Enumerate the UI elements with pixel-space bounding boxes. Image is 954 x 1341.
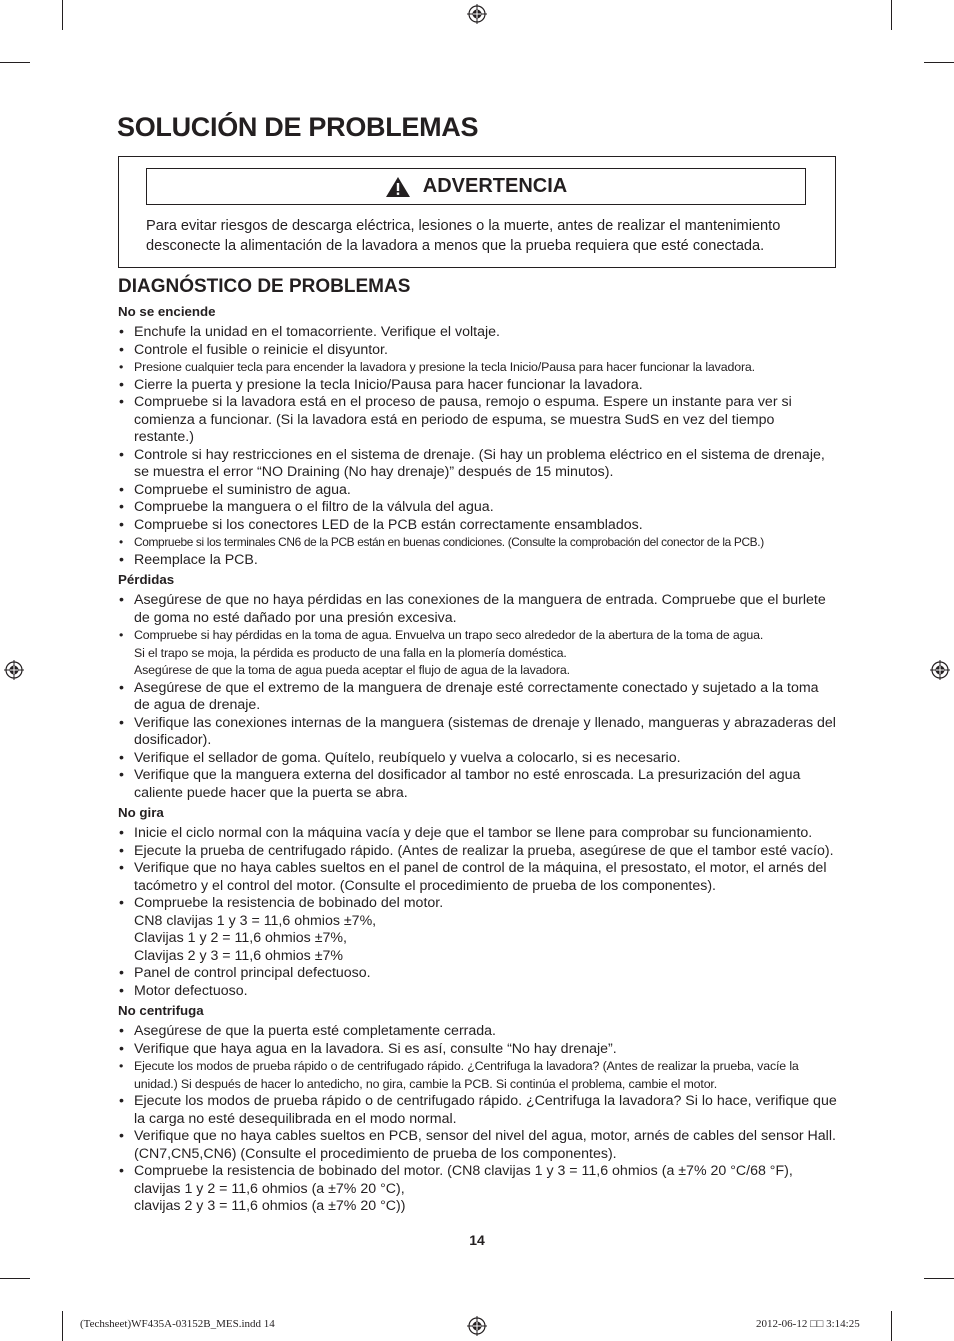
list-item: • Compruebe el suministro de agua. [118,482,838,500]
list-item: • Asegúrese de que no haya pérdidas en las conexiones de la manguera de entrada. Compruebe que el burlete de goma no esté dañado por una presión excesiva. [118,592,838,627]
list-item: • Enchufe la unidad en el tomacorriente. Verifique el voltaje. [118,324,838,342]
bullet-list [118,825,838,1000]
list-item: • Inicie el ciclo normal con la máquina vacía y deje que el tambor se llene para comprobar su funcionamiento. [118,825,838,843]
crop-mark [0,1278,30,1279]
list-item: • Compruebe la resistencia de bobinado del motor. CN8 clavijas 1 y 3 = 11,6 ohmios ±7%, Clavijas 1 y 2 = 11,6 ohmios ±7%, Clavijas 2 y 3 = 11,6 ohmios ±7% [118,895,838,965]
list-item: • Compruebe si los terminales CN6 de la PCB están en buenas condiciones. (Consulte la comprobación del conector de la PCB.) [118,534,838,552]
footer-file-name: (Techsheet)WF435A-03152B_MES.indd 14 [80,1318,275,1330]
crop-mark [924,1278,954,1279]
list-item: • Verifique que la manguera externa del dosificador al tambor no esté enroscada. La presurización del agua caliente puede hacer que la puerta se abra. [118,767,838,802]
list-item: • Ejecute los modos de prueba rápido o de centrifugado rápido. ¿Centrifuga la lavadora? Si lo hace, verifique que la carga no esté desequilibrada en el modo normal. [118,1093,838,1128]
list-item: • Presione cualquier tecla para encender la lavadora y presione la tecla Inicio/Pausa para hacer funcionar la lavadora. [118,359,838,377]
list-item: • Verifique las conexiones internas de la manguera (sistemas de drenaje y llenado, mangueras y abrazaderas del dosificador). [118,715,838,750]
warning-triangle-icon [385,176,411,198]
registration-mark-icon [4,660,24,680]
list-item: • Verifique que haya agua en la lavadora. Si es así, consulte “No hay drenaje”. [118,1041,838,1059]
warning-label: ADVERTENCIA [422,175,568,197]
crop-mark [891,1311,892,1341]
group-title: No se enciende [118,304,216,319]
list-item: • Asegúrese de que la puerta esté completamente cerrada. [118,1023,838,1041]
list-item: • Compruebe la manguera o el filtro de la válvula del agua. [118,499,838,517]
diagnosis-content [118,303,838,1216]
group-title: No centrifuga [118,1003,204,1018]
list-item: • Reemplace la PCB. [118,552,838,570]
group-title: No gira [118,805,164,820]
list-item: • Ejecute la prueba de centrifugado rápido. (Antes de realizar la prueba, asegúrese de que el tambor esté vacío). [118,843,838,861]
registration-mark-icon [467,1316,487,1336]
registration-mark-icon [930,660,950,680]
list-item: • Ejecute los modos de prueba rápido o de centrifugado rápido. ¿Centrifuga la lavadora? (Antes de realizar la prueba, vacíe la unidad.) Si después de hacer lo antedicho, no gira, cambie la PCB. Si continúa el problema, cambie el motor. [118,1058,838,1093]
list-item: • Panel de control principal defectuoso. [118,965,838,983]
warning-box [118,156,836,268]
crop-mark [62,1311,63,1341]
list-item: • Compruebe si hay pérdidas en la toma de agua. Envuelva un trapo seco alrededor de la abertura de la toma de agua. Si el trapo se moja, la pérdida es producto de una falla en la plomería doméstica. Asegúrese de que la toma de agua pueda aceptar el flujo de agua de la lavadora. [118,627,838,680]
list-item: • Compruebe la resistencia de bobinado del motor. (CN8 clavijas 1 y 3 = 11,6 ohmios (a ±7% 20 °C/68 °F), clavijas 1 y 2 = 11,6 ohmios (a ±7% 20 °C), clavijas 2 y 3 = 11,6 ohmios (a ±7% 20 °C)) [118,1163,838,1216]
page-title: SOLUCIÓN DE PROBLEMAS [117,112,479,142]
group-title: Pérdidas [118,572,175,587]
bullet-list [118,324,838,569]
list-item: • Verifique que no haya cables sueltos en PCB, sensor del nivel del agua, motor, arnés de cables del sensor Hall. (CN7,CN5,CN6) (Consulte el procedimiento de prueba de los componentes). [118,1128,838,1163]
list-item: • Motor defectuoso. [118,983,838,1001]
crop-mark [0,62,30,63]
warning-header [146,168,806,205]
crop-mark [924,62,954,63]
registration-mark-icon [467,4,487,24]
footer-timestamp: 2012-06-12 □□ 3:14:25 [756,1318,860,1330]
list-item: • Compruebe si la lavadora está en el proceso de pausa, remojo o espuma. Espere un instante para ver si comienza a funcionar. (Si la lavadora está en periodo de espuma, se muestra SudS en vez del tiempo restante.) [118,394,838,447]
bullet-list [118,1023,838,1216]
section-title: DIAGNÓSTICO DE PROBLEMAS [118,276,411,297]
crop-mark [891,0,892,30]
list-item: • Controle si hay restricciones en el sistema de drenaje. (Si hay un problema eléctrico en el sistema de drenaje, se muestra el error “NO Draining (No hay drenaje)” después de 15 minutos). [118,447,838,482]
list-item: • Asegúrese de que el extremo de la manguera de drenaje esté correctamente conectado y sujetado a la toma de agua de drenaje. [118,680,838,715]
list-item: • Verifique que no haya cables sueltos en el panel de control de la máquina, el presostato, el motor, el arnés del tacómetro y el control del motor. (Consulte el procedimiento de prueba de los componentes). [118,860,838,895]
warning-text: Para evitar riesgos de descarga eléctrica, lesiones o la muerte, antes de realizar el mantenimiento desconecte la alimentación de la lavadora a menos que la prueba requiera que esté conectada. [146,218,781,254]
list-item: • Cierre la puerta y presione la tecla Inicio/Pausa para hacer funcionar la lavadora. [118,377,838,395]
crop-mark [62,0,63,30]
page-number: 14 [469,1232,485,1248]
list-item: • Controle el fusible o reinicie el disyuntor. [118,342,838,360]
list-item: • Compruebe si los conectores LED de la PCB están correctamente ensamblados. [118,517,838,535]
list-item: • Verifique el sellador de goma. Quítelo, reubíquelo y vuelva a colocarlo, si es necesario. [118,750,838,768]
bullet-list [118,592,838,802]
